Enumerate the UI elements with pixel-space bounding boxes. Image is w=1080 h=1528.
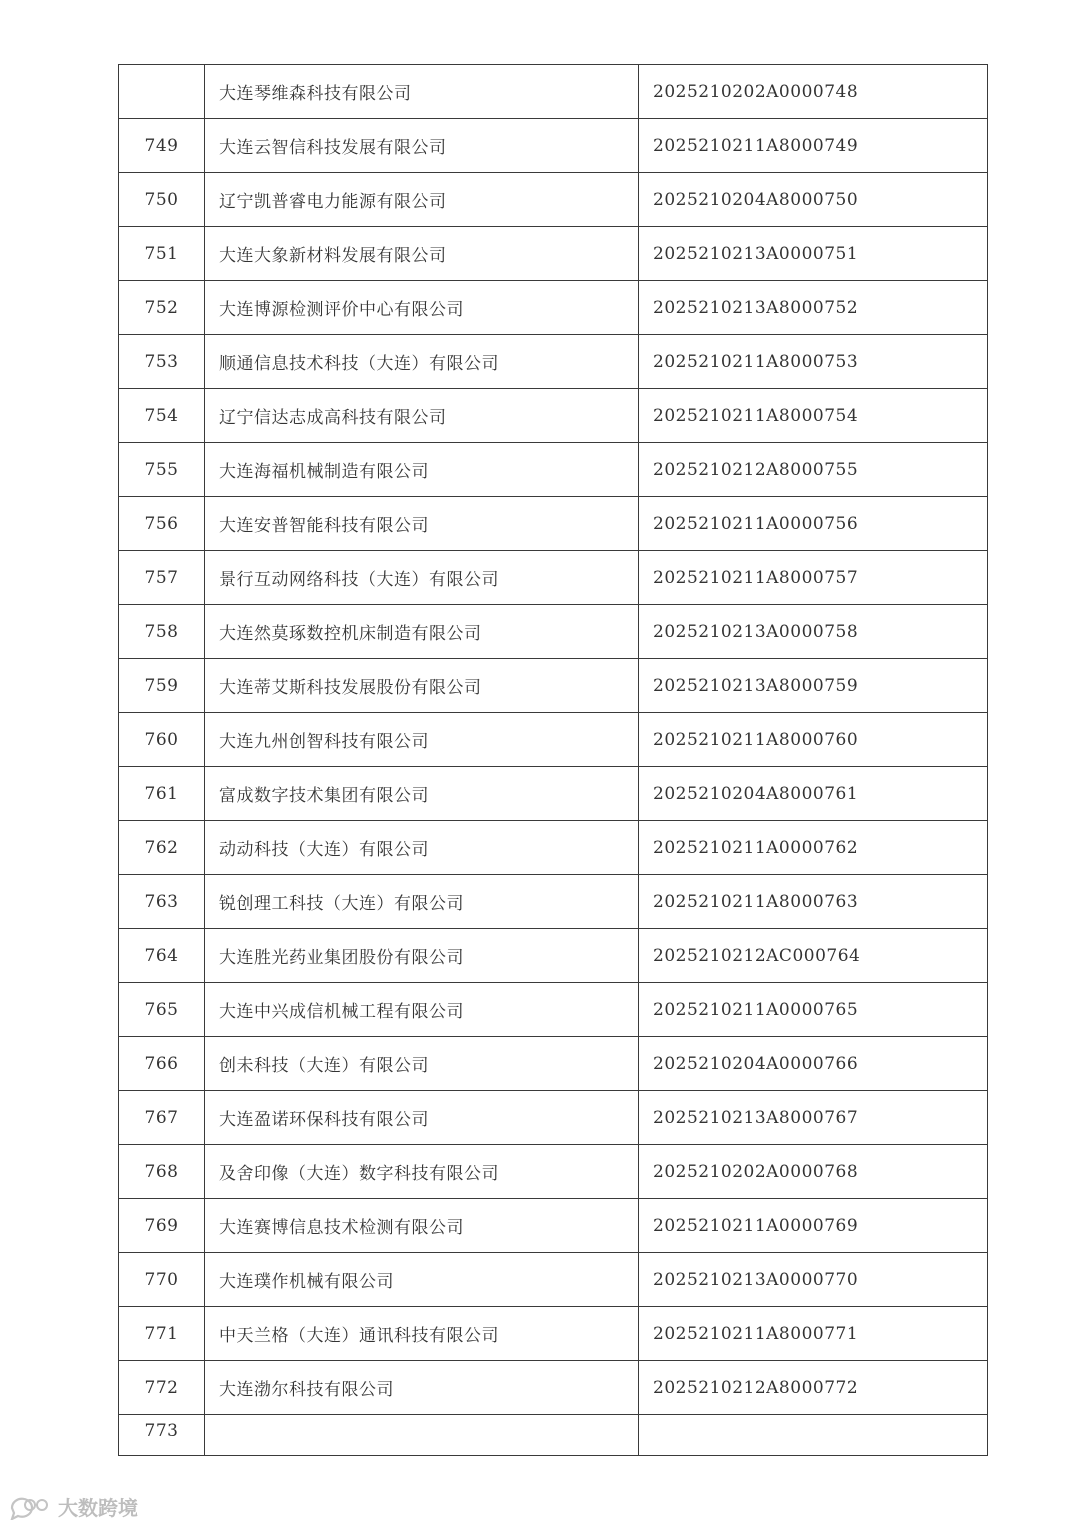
registration-code: 2025210213A0000751 bbox=[639, 227, 988, 281]
company-name: 大连赛博信息技术检测有限公司 bbox=[205, 1199, 639, 1253]
registration-code: 2025210211A0000769 bbox=[639, 1199, 988, 1253]
company-table-body bbox=[119, 65, 988, 1456]
table-row bbox=[119, 389, 988, 443]
row-number: 768 bbox=[119, 1145, 205, 1199]
row-number: 758 bbox=[119, 605, 205, 659]
table-row bbox=[119, 1145, 988, 1199]
company-name: 大连云智信科技发展有限公司 bbox=[205, 119, 639, 173]
registration-code bbox=[639, 1415, 988, 1456]
company-name: 中天兰格（大连）通讯科技有限公司 bbox=[205, 1307, 639, 1361]
company-name: 辽宁信达志成高科技有限公司 bbox=[205, 389, 639, 443]
table-row bbox=[119, 1307, 988, 1361]
row-number: 766 bbox=[119, 1037, 205, 1091]
table-row bbox=[119, 1361, 988, 1415]
row-number: 752 bbox=[119, 281, 205, 335]
table-row bbox=[119, 1415, 988, 1456]
table-row bbox=[119, 1253, 988, 1307]
table-row bbox=[119, 875, 988, 929]
company-name: 大连中兴成信机械工程有限公司 bbox=[205, 983, 639, 1037]
registration-code: 2025210213A0000758 bbox=[639, 605, 988, 659]
row-number: 769 bbox=[119, 1199, 205, 1253]
company-name: 顺通信息技术科技（大连）有限公司 bbox=[205, 335, 639, 389]
row-number: 759 bbox=[119, 659, 205, 713]
chat-bubble-icon bbox=[8, 1494, 52, 1520]
company-name: 大连安普智能科技有限公司 bbox=[205, 497, 639, 551]
table-row bbox=[119, 281, 988, 335]
company-name: 大连渤尔科技有限公司 bbox=[205, 1361, 639, 1415]
row-number: 751 bbox=[119, 227, 205, 281]
company-name: 辽宁凯普睿电力能源有限公司 bbox=[205, 173, 639, 227]
company-name: 大连盈诺环保科技有限公司 bbox=[205, 1091, 639, 1145]
company-name: 大连然莫琢数控机床制造有限公司 bbox=[205, 605, 639, 659]
registration-code: 2025210204A8000750 bbox=[639, 173, 988, 227]
registration-code: 2025210213A8000767 bbox=[639, 1091, 988, 1145]
table-row bbox=[119, 1199, 988, 1253]
table-row bbox=[119, 1091, 988, 1145]
registration-code: 2025210213A0000770 bbox=[639, 1253, 988, 1307]
registration-code: 2025210212A8000772 bbox=[639, 1361, 988, 1415]
table-row bbox=[119, 659, 988, 713]
registration-code: 2025210212A8000755 bbox=[639, 443, 988, 497]
table-row bbox=[119, 551, 988, 605]
registration-code: 2025210213A8000759 bbox=[639, 659, 988, 713]
row-number: 761 bbox=[119, 767, 205, 821]
row-number: 753 bbox=[119, 335, 205, 389]
company-name: 锐创理工科技（大连）有限公司 bbox=[205, 875, 639, 929]
table-row bbox=[119, 119, 988, 173]
table-row bbox=[119, 821, 988, 875]
registration-code: 2025210211A8000763 bbox=[639, 875, 988, 929]
registration-code: 2025210211A8000754 bbox=[639, 389, 988, 443]
company-name: 大连蒂艾斯科技发展股份有限公司 bbox=[205, 659, 639, 713]
registration-code: 2025210211A0000765 bbox=[639, 983, 988, 1037]
company-name bbox=[205, 1415, 639, 1456]
registration-code: 2025210211A8000749 bbox=[639, 119, 988, 173]
row-number: 757 bbox=[119, 551, 205, 605]
table-row bbox=[119, 173, 988, 227]
row-number: 764 bbox=[119, 929, 205, 983]
row-number: 749 bbox=[119, 119, 205, 173]
company-list-sheet bbox=[118, 64, 960, 1456]
table-row bbox=[119, 767, 988, 821]
row-number: 754 bbox=[119, 389, 205, 443]
table-row bbox=[119, 227, 988, 281]
row-number: 763 bbox=[119, 875, 205, 929]
row-number: 756 bbox=[119, 497, 205, 551]
table-row bbox=[119, 443, 988, 497]
row-number bbox=[119, 65, 205, 119]
table-row bbox=[119, 335, 988, 389]
row-number: 750 bbox=[119, 173, 205, 227]
company-table bbox=[118, 64, 988, 1456]
registration-code: 2025210202A0000748 bbox=[639, 65, 988, 119]
row-number: 762 bbox=[119, 821, 205, 875]
row-number: 765 bbox=[119, 983, 205, 1037]
registration-code: 2025210202A0000768 bbox=[639, 1145, 988, 1199]
company-name: 及舍印像（大连）数字科技有限公司 bbox=[205, 1145, 639, 1199]
table-row bbox=[119, 605, 988, 659]
row-number: 773 bbox=[119, 1415, 205, 1456]
row-number: 770 bbox=[119, 1253, 205, 1307]
table-row bbox=[119, 497, 988, 551]
registration-code: 2025210204A8000761 bbox=[639, 767, 988, 821]
company-name: 大连海福机械制造有限公司 bbox=[205, 443, 639, 497]
table-row bbox=[119, 713, 988, 767]
row-number: 767 bbox=[119, 1091, 205, 1145]
row-number: 771 bbox=[119, 1307, 205, 1361]
table-row bbox=[119, 1037, 988, 1091]
registration-code: 2025210211A8000753 bbox=[639, 335, 988, 389]
company-name: 景行互动网络科技（大连）有限公司 bbox=[205, 551, 639, 605]
registration-code: 2025210211A8000757 bbox=[639, 551, 988, 605]
watermark-text: 大数跨境 bbox=[58, 1496, 138, 1520]
company-name: 大连博源检测评价中心有限公司 bbox=[205, 281, 639, 335]
company-name: 大连璞作机械有限公司 bbox=[205, 1253, 639, 1307]
watermark bbox=[8, 1492, 138, 1521]
registration-code: 2025210211A8000760 bbox=[639, 713, 988, 767]
company-name: 动动科技（大连）有限公司 bbox=[205, 821, 639, 875]
registration-code: 2025210211A8000771 bbox=[639, 1307, 988, 1361]
row-number: 755 bbox=[119, 443, 205, 497]
company-name: 创未科技（大连）有限公司 bbox=[205, 1037, 639, 1091]
registration-code: 2025210212AC000764 bbox=[639, 929, 988, 983]
row-number: 760 bbox=[119, 713, 205, 767]
company-name: 大连九州创智科技有限公司 bbox=[205, 713, 639, 767]
registration-code: 2025210204A0000766 bbox=[639, 1037, 988, 1091]
registration-code: 2025210211A0000762 bbox=[639, 821, 988, 875]
row-number: 772 bbox=[119, 1361, 205, 1415]
company-name: 大连琴维森科技有限公司 bbox=[205, 65, 639, 119]
registration-code: 2025210213A8000752 bbox=[639, 281, 988, 335]
company-name: 大连大象新材料发展有限公司 bbox=[205, 227, 639, 281]
table-row bbox=[119, 65, 988, 119]
table-row bbox=[119, 983, 988, 1037]
company-name: 大连胜光药业集团股份有限公司 bbox=[205, 929, 639, 983]
company-name: 富成数字技术集团有限公司 bbox=[205, 767, 639, 821]
registration-code: 2025210211A0000756 bbox=[639, 497, 988, 551]
table-row bbox=[119, 929, 988, 983]
